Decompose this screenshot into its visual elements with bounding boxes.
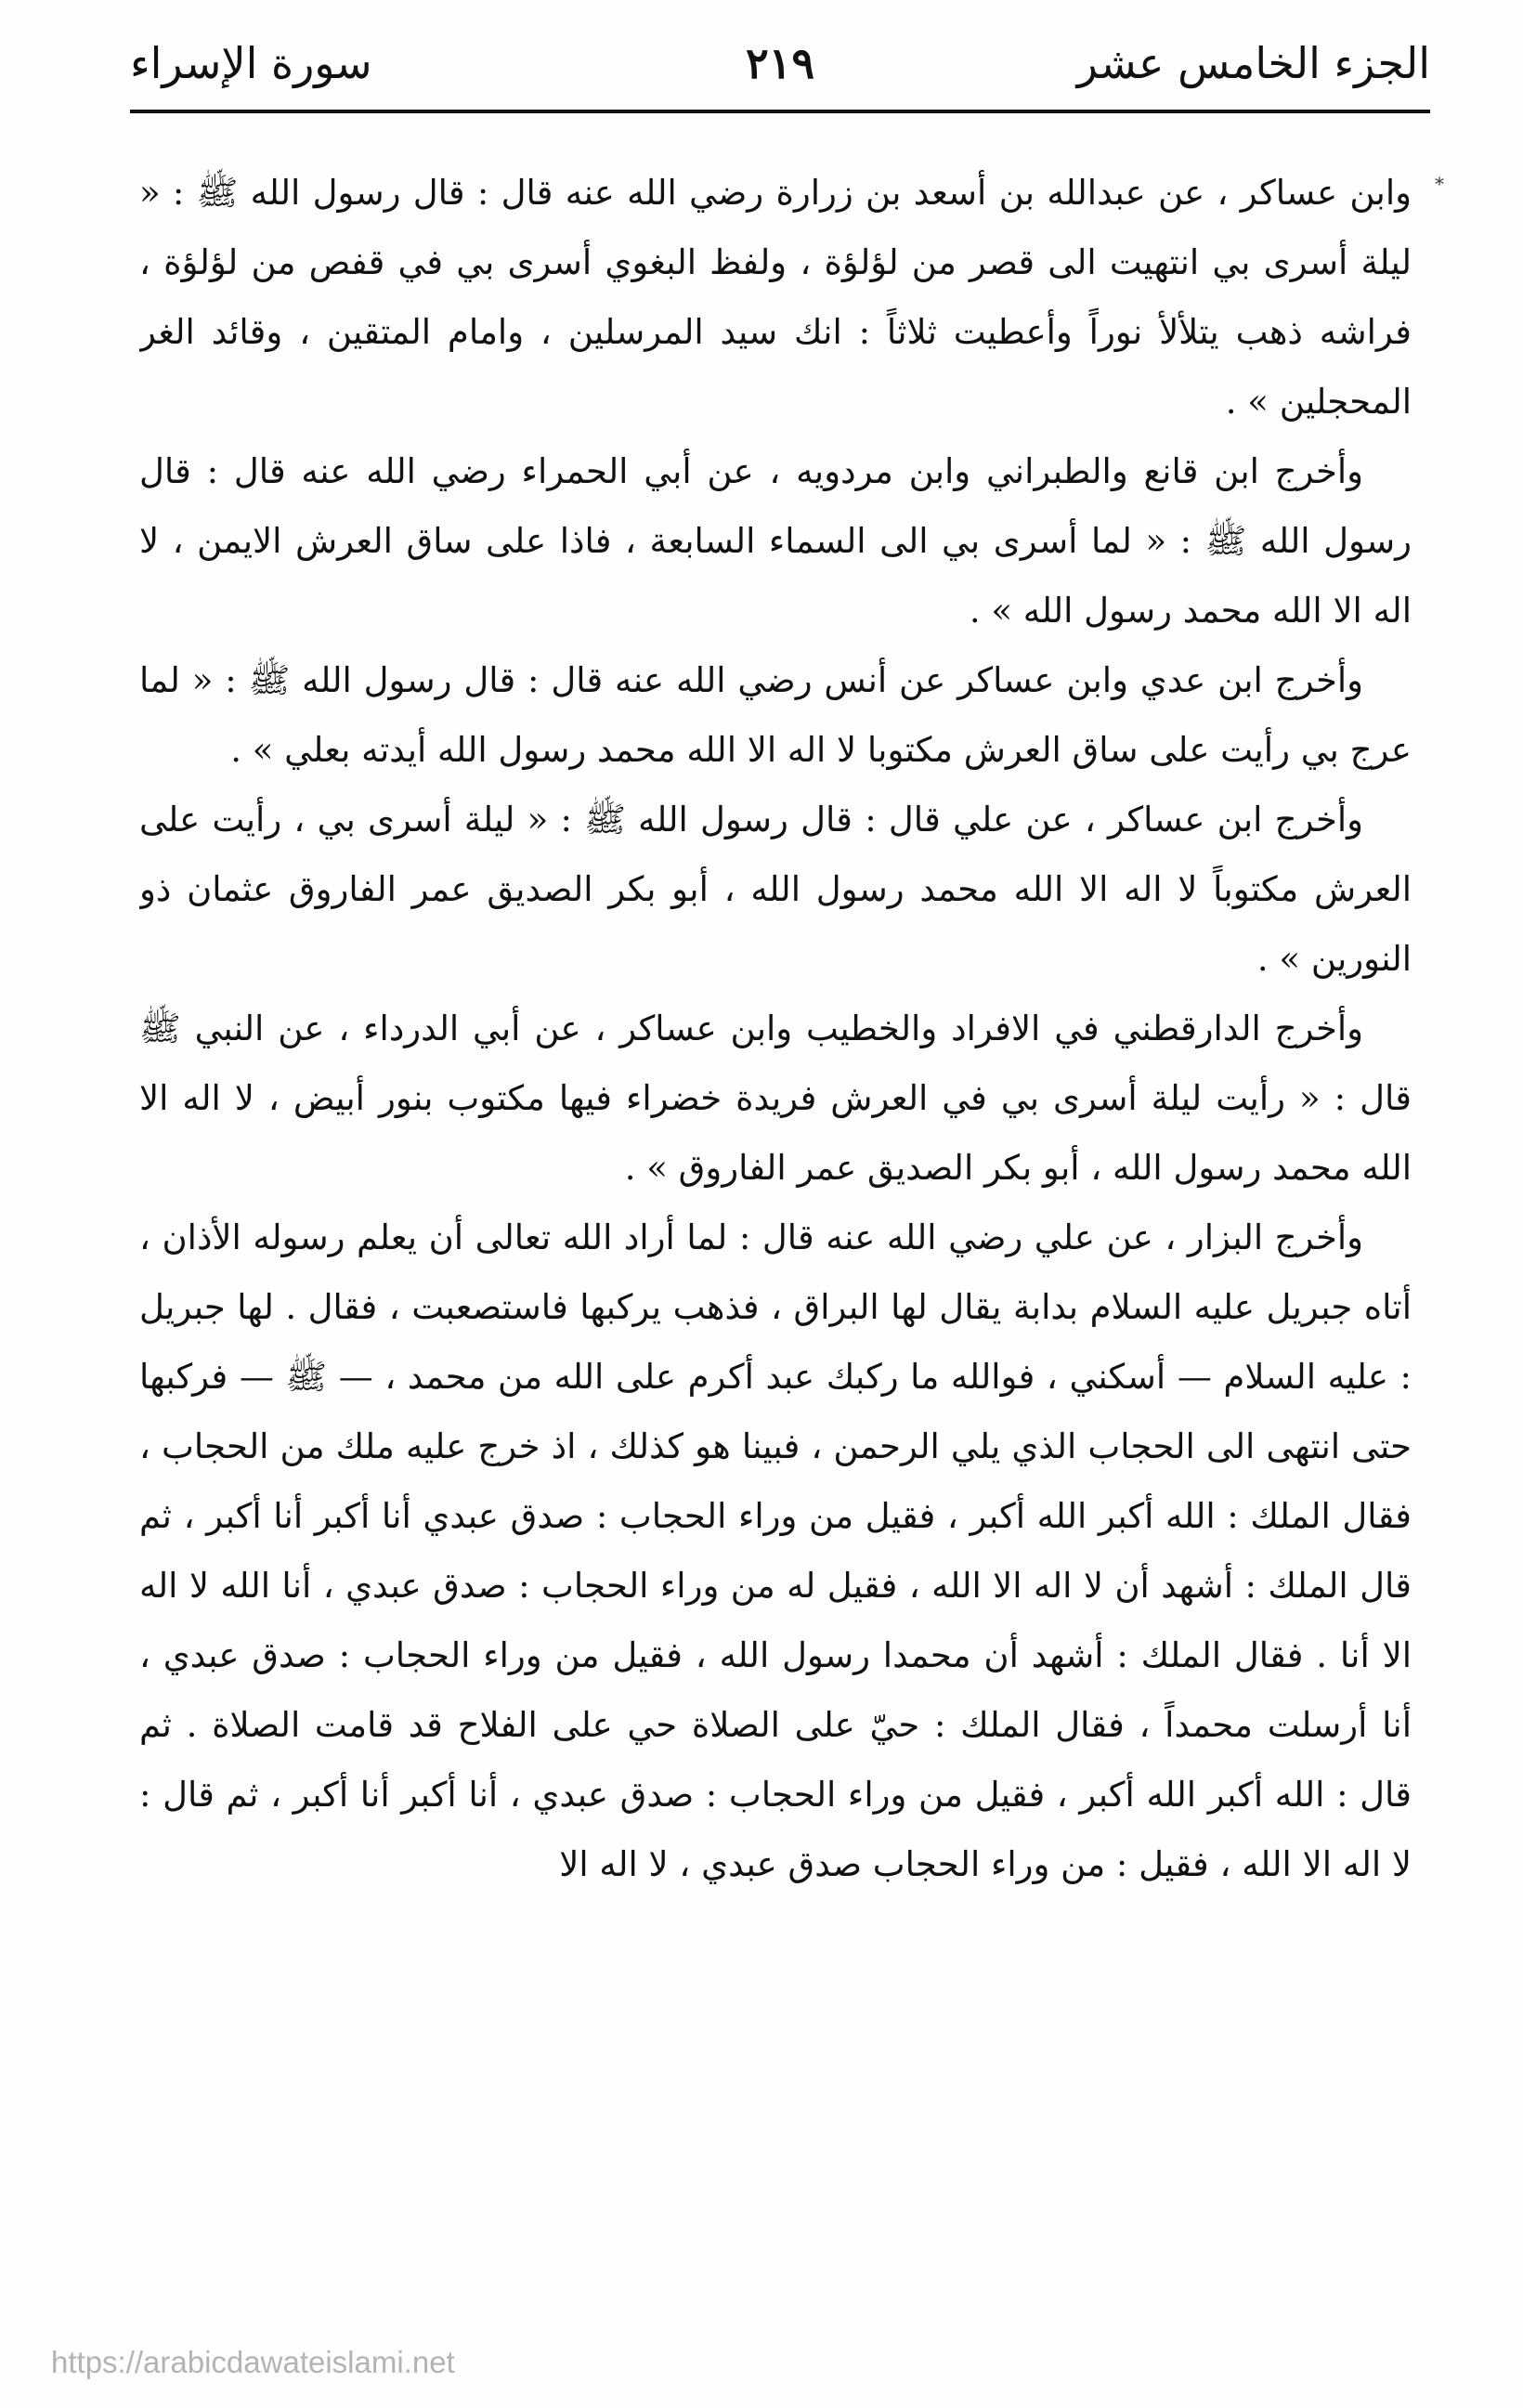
paragraph: وأخرج ابن عدي وابن عساكر عن أنس رضي الله عنه قال : قال رسول الله ﷺ : « لما عرج بي رأيت على ساق العرش مكتوبا لا اله الا الله محمد رسول الله أيدته بعلي » . xyxy=(139,660,1412,770)
scan-speck-icon: * xyxy=(1435,173,1444,195)
paragraph: وأخرج الدارقطني في الافراد والخطيب وابن عساكر ، عن أبي الدرداء ، عن النبي ﷺ قال : « رأيت ليلة أسرى بي في العرش فريدة خضراء فيها مكتوب بنور أبيض ، لا اله الا الله محمد رسول الله ، أبو بكر الصديق عمر الفاروق » . xyxy=(139,1009,1412,1188)
source-watermark: https://arabicdawateislami.net xyxy=(51,2345,455,2379)
page-body xyxy=(139,158,1412,2145)
running-header xyxy=(130,26,1430,100)
surah-label: سورة الإسراء xyxy=(130,38,372,88)
paragraph: وأخرج ابن عساكر ، عن علي قال : قال رسول الله ﷺ : « ليلة أسرى بي ، رأيت على العرش مكتوباً لا اله الا الله محمد رسول الله ، أبو بكر الصديق عمر الفاروق عثمان ذو النورين » . xyxy=(139,800,1412,979)
paragraph: وابن عساكر ، عن عبدالله بن أسعد بن زرارة رضي الله عنه قال : قال رسول الله ﷺ : « ليلة أسرى بي انتهيت الى قصر من لؤلؤة ، ولفظ البغوي أسرى بي في قفص من لؤلؤة ، فراشه ذهب يتلألأ نوراً وأعطيت ثلاثاً : انك سيد المرسلين ، وامام المتقين ، وقائد الغر المحجلين » . xyxy=(139,173,1412,422)
part-label: الجزء الخامس عشر xyxy=(1076,38,1430,88)
header-divider xyxy=(130,110,1430,113)
paragraph: وأخرج البزار ، عن علي رضي الله عنه قال : لما أراد الله تعالى أن يعلم رسوله الأذان ، أتاه جبريل عليه السلام بدابة يقال لها البراق ، فذهب يركبها فاستصعبت ، فقال . لها جبريل : عليه السلام — أسكني ، فوالله ما ركبك عبد أكرم على الله من محمد ، — ﷺ — فركبها حتى انتهى الى الحجاب الذي يلي الرحمن ، فبينا هو كذلك ، اذ خرج عليه ملك من الحجاب ، فقال الملك : الله أكبر الله أكبر ، فقيل من وراء الحجاب : صدق عبدي أنا أكبر أنا أكبر ، ثم قال الملك : أشهد أن لا اله الا الله ، فقيل له من وراء الحجاب : صدق عبدي ، أنا الله لا اله الا أنا . فقال الملك : أشهد أن محمدا رسول الله ، فقيل من وراء الحجاب : صدق عبدي ، أنا أرسلت محمداً ، فقال الملك : حيّ على الصلاة حي على الفلاح قد قامت الصلاة . ثم قال : الله أكبر الله أكبر ، فقيل من وراء الحجاب : صدق عبدي ، أنا أكبر أنا أكبر ، ثم قال : لا اله الا الله ، فقيل : من وراء الحجاب صدق عبدي ، لا اله الا xyxy=(139,1217,1412,1884)
page-number: ٢١٩ xyxy=(745,38,815,88)
paragraph: وأخرج ابن قانع والطبراني وابن مردويه ، عن أبي الحمراء رضي الله عنه قال : قال رسول الله ﷺ : « لما أسرى بي الى السماء السابعة ، فاذا على ساق العرش الايمن ، لا اله الا الله محمد رسول الله » . xyxy=(139,451,1412,631)
